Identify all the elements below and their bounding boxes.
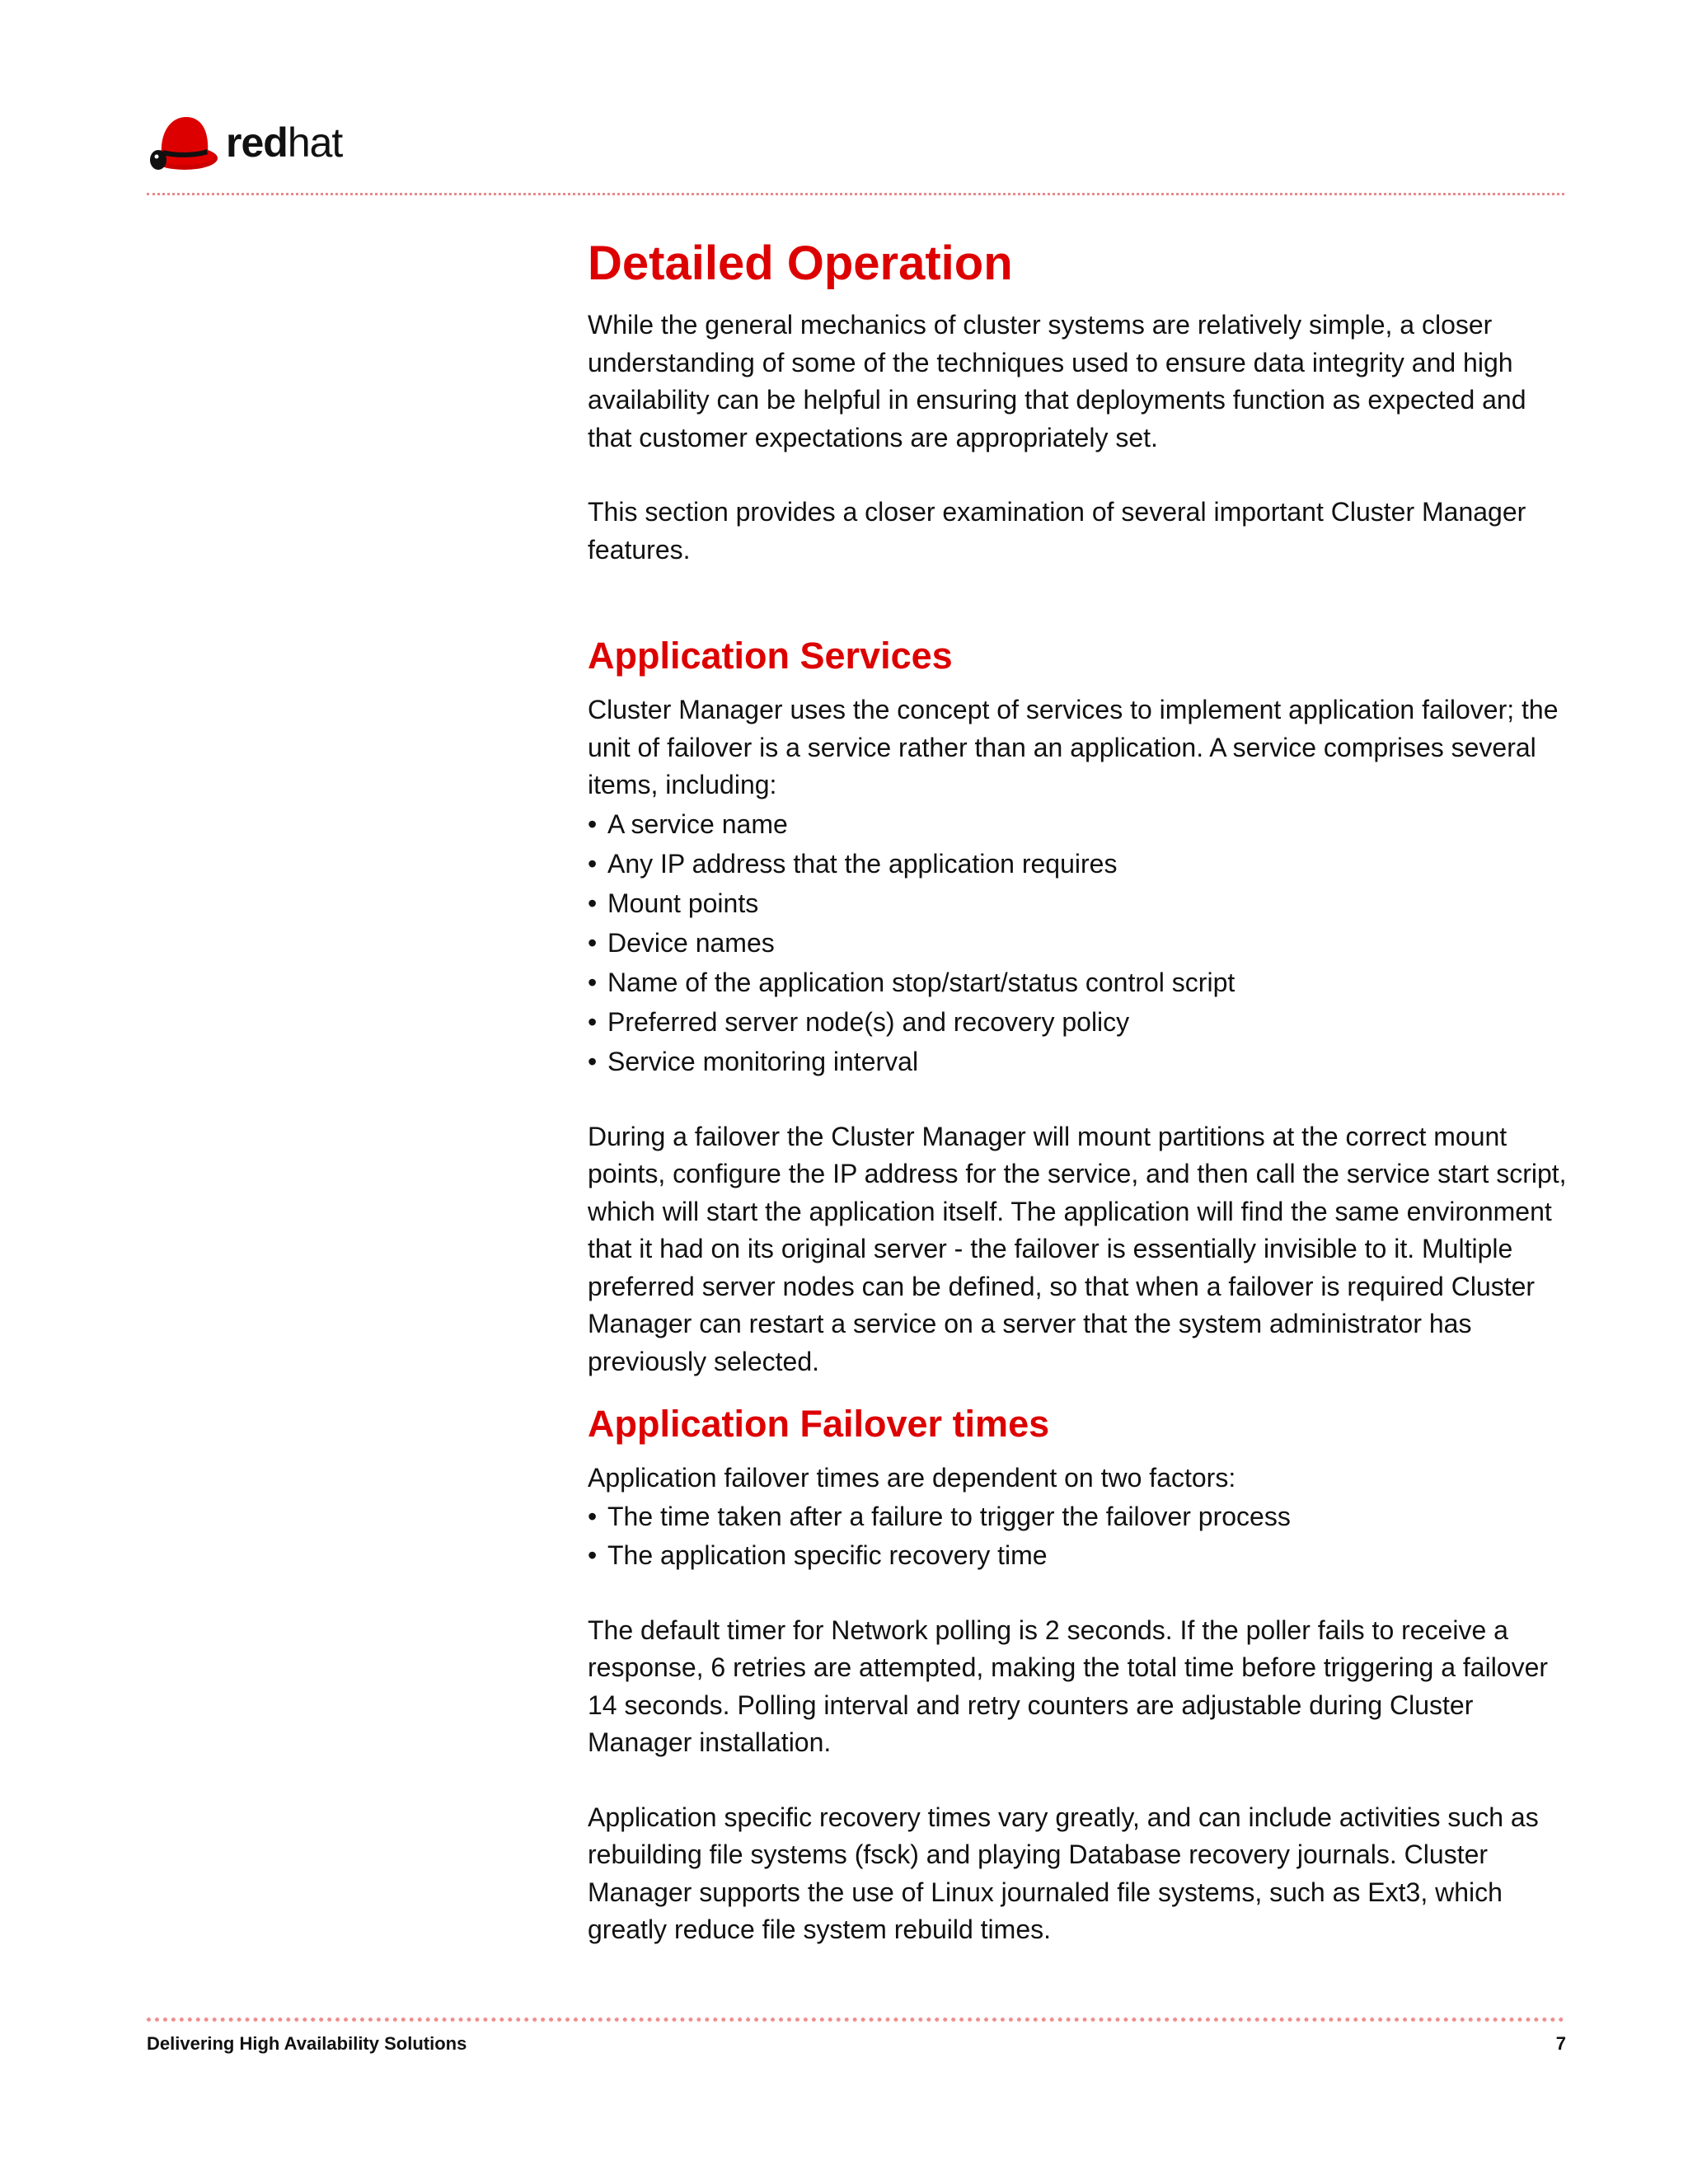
shadowman-hat-icon <box>147 109 221 175</box>
header-divider <box>147 193 1564 195</box>
failover-factors-list <box>588 1497 1577 1575</box>
failover-times-paragraph-2: Application specific recovery times vary greatly, and can include activities such as rebuilding file systems (fsck) and playing Database recovery journals. Cluster Manager supports the use of Linux journaled file systems, such as Ext3, which greatly reduce file system rebuild times. <box>588 1802 1539 1944</box>
failover-times-intro: Application failover times are dependent on two factors: <box>588 1463 1236 1493</box>
service-items-list <box>588 804 1577 1081</box>
list-item: • Device names <box>588 923 1577 963</box>
page-number: 7 <box>1555 2033 1566 2054</box>
section-title: Detailed Operation <box>588 237 1013 290</box>
wordmark-hat: hat <box>287 120 343 166</box>
wordmark-red: red <box>226 120 288 166</box>
footer-title: Delivering High Availability Solutions <box>147 2033 467 2054</box>
list-item: • The time taken after a failure to trigger the failover process <box>588 1497 1577 1536</box>
list-item: • A service name <box>588 804 1577 844</box>
section-paragraph-1: While the general mechanics of cluster systems are relatively simple, a closer understanding of some of the techniques used to ensure data integrity and high availability can be helpful in ensuring that deployments function as expected and that customer expectations are appropriately set. <box>588 310 1526 452</box>
main-content <box>588 232 1577 1949</box>
application-services-body: During a failover the Cluster Manager will mount partitions at the correct mount points, configure the IP address for the service, and then call the service start script, which will start the application itself. The application will find the same environment that it had on its original server - the failover is essentially invisible to it. Multiple preferred server nodes can be defined, so that when a failover is required Cluster Manager can restart a service on a server that the system administrator has previously selected. <box>588 1121 1567 1376</box>
list-item: • Service monitoring interval <box>588 1042 1577 1081</box>
footer-divider <box>147 2018 1564 2022</box>
list-item: • Preferred server node(s) and recovery policy <box>588 1002 1577 1042</box>
application-services-intro: Cluster Manager uses the concept of services to implement application failover; the unit of failover is a service rather than an application. A service comprises several items, including: <box>588 695 1559 799</box>
section-paragraph-2: This section provides a closer examination of several important Cluster Manager features. <box>588 497 1526 565</box>
application-services-heading: Application Services <box>588 635 953 677</box>
redhat-logo <box>147 109 361 175</box>
list-item: • The application specific recovery time <box>588 1536 1577 1575</box>
failover-times-heading: Application Failover times <box>588 1403 1050 1445</box>
list-item: • Any IP address that the application requires <box>588 844 1577 883</box>
list-item: • Name of the application stop/start/status control script <box>588 963 1577 1002</box>
redhat-wordmark <box>226 120 343 166</box>
list-item: • Mount points <box>588 883 1577 923</box>
failover-times-paragraph-1: The default timer for Network polling is 2 seconds. If the poller fails to receive a response, 6 retries are attempted, making the total time before triggering a failover 14 seconds. Polling interval and retry counters are adjustable during Cluster Manager installation. <box>588 1615 1549 1757</box>
